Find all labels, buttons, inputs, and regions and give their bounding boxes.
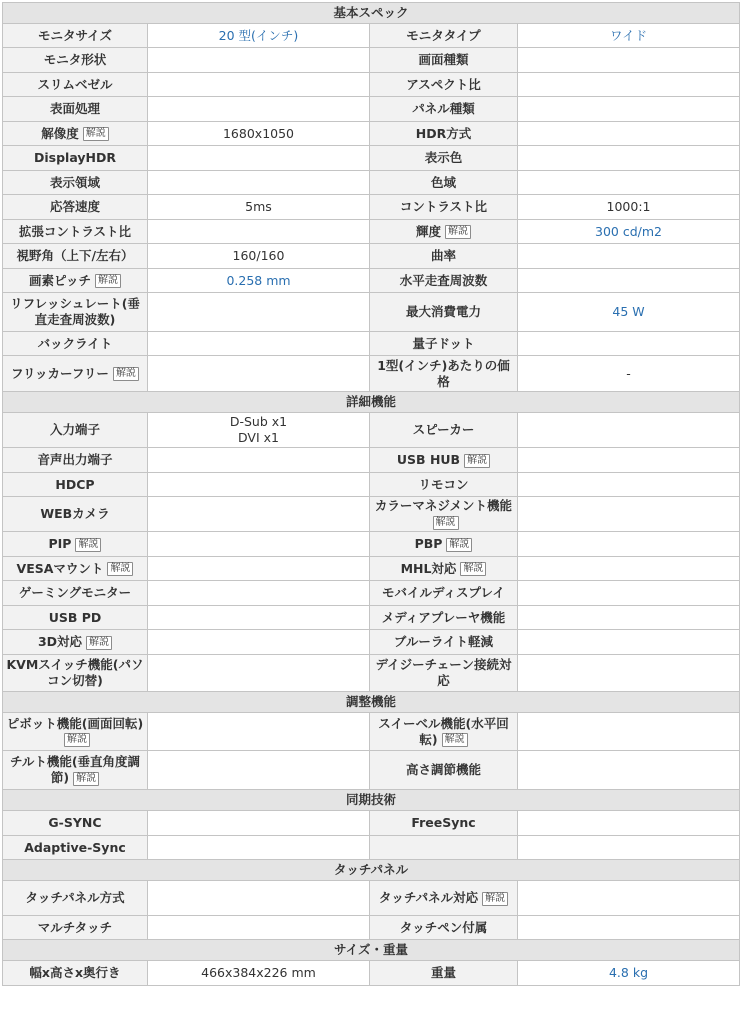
spec-value-cell <box>518 244 740 269</box>
spec-label-cell <box>3 171 148 195</box>
spec-label: 拡張コントラスト比 <box>18 223 132 239</box>
spec-row <box>3 171 740 195</box>
help-button[interactable]: 解説 <box>113 367 139 381</box>
spec-row <box>3 269 740 293</box>
help-button[interactable]: 解説 <box>73 772 99 786</box>
spec-value-cell <box>518 122 740 146</box>
spec-label-cell <box>3 751 148 790</box>
spec-value-cell <box>518 630 740 655</box>
spec-label-cell <box>3 24 148 48</box>
spec-value-cell <box>148 836 370 860</box>
spec-label-cell <box>370 293 518 332</box>
spec-label-cell <box>370 171 518 195</box>
section-title: 同期技術 <box>3 790 740 811</box>
spec-label: 画面種類 <box>418 52 469 67</box>
spec-label-cell <box>370 557 518 581</box>
spec-value-link[interactable]: 0.258 mm <box>226 272 291 288</box>
spec-label: ピボット機能(画面回転) <box>6 715 144 731</box>
spec-label-cell <box>370 220 518 244</box>
spec-row <box>3 655 740 692</box>
spec-row <box>3 881 740 916</box>
spec-label: PBP <box>414 536 443 551</box>
spec-label: KVMスイッチ機能(パソコン切替) <box>6 657 144 688</box>
spec-value-cell[interactable] <box>148 269 370 293</box>
spec-value: 466x384x226 mm <box>201 965 316 980</box>
spec-label: 幅x高さx奥行き <box>29 965 121 980</box>
spec-label: マルチタッチ <box>37 919 113 935</box>
spec-label: モバイルディスプレイ <box>382 585 505 600</box>
section-header-row <box>3 692 740 713</box>
spec-label: 視野角（上下/左右） <box>16 248 134 263</box>
spec-value-cell <box>148 73 370 97</box>
help-button[interactable]: 解説 <box>107 562 133 576</box>
spec-value-cell <box>518 97 740 122</box>
spec-value-link[interactable]: 45 W <box>612 304 645 319</box>
spec-value-link[interactable]: 300 cd/m2 <box>595 223 662 239</box>
spec-label-cell <box>3 97 148 122</box>
spec-label: 入力端子 <box>49 422 100 437</box>
spec-label: メディアプレーヤ機能 <box>381 609 506 625</box>
spec-label-cell <box>3 48 148 73</box>
spec-label-cell <box>370 836 518 860</box>
spec-label-cell <box>3 293 148 332</box>
spec-label-cell <box>370 630 518 655</box>
spec-value-cell <box>518 356 740 392</box>
spec-label-cell <box>3 655 148 692</box>
spec-label: 画素ピッチ <box>28 272 91 288</box>
spec-row <box>3 473 740 497</box>
spec-label: アスペクト比 <box>406 76 481 92</box>
spec-value-cell <box>518 171 740 195</box>
spec-value-cell <box>148 220 370 244</box>
spec-value-cell <box>148 48 370 73</box>
spec-value-link[interactable]: 4.8 kg <box>608 965 649 980</box>
spec-row <box>3 916 740 940</box>
spec-label-cell <box>370 146 518 171</box>
spec-label: 重量 <box>430 965 456 980</box>
spec-label-cell <box>370 356 518 392</box>
spec-row <box>3 97 740 122</box>
spec-label-cell <box>370 581 518 606</box>
spec-label-cell <box>3 195 148 220</box>
spec-label: HDCP <box>55 476 95 492</box>
spec-value-cell <box>148 811 370 836</box>
spec-label-cell <box>370 532 518 557</box>
spec-value-cell <box>518 413 740 448</box>
spec-value: DVI x1 <box>238 430 279 445</box>
spec-row <box>3 713 740 751</box>
spec-value-cell <box>148 630 370 655</box>
spec-label: タッチペン付属 <box>399 919 488 935</box>
spec-label: コントラスト比 <box>399 199 488 214</box>
spec-value-cell <box>148 751 370 790</box>
spec-label-cell <box>3 532 148 557</box>
spec-row <box>3 195 740 220</box>
spec-label-cell <box>3 836 148 860</box>
section-title: タッチパネル <box>3 860 740 881</box>
spec-label-cell <box>370 606 518 630</box>
spec-label: 色域 <box>430 174 456 190</box>
spec-value-cell <box>518 146 740 171</box>
spec-label-cell <box>3 811 148 836</box>
spec-value-cell <box>148 448 370 473</box>
spec-label-cell <box>370 497 518 532</box>
spec-value-cell[interactable] <box>518 24 740 48</box>
spec-label: 最大消費電力 <box>405 304 481 319</box>
spec-label: 表面処理 <box>49 101 100 116</box>
spec-label: リモコン <box>418 476 469 492</box>
spec-label-cell <box>370 122 518 146</box>
spec-value-cell <box>518 48 740 73</box>
spec-label-cell <box>3 916 148 940</box>
spec-label-cell <box>3 220 148 244</box>
spec-label: 量子ドット <box>412 335 475 351</box>
spec-label-cell <box>3 630 148 655</box>
spec-label: 輝度 <box>415 223 441 239</box>
spec-label-cell <box>3 448 148 473</box>
spec-value-cell <box>148 356 370 392</box>
spec-value-cell[interactable] <box>148 24 370 48</box>
section-header-row <box>3 392 740 413</box>
spec-row <box>3 606 740 630</box>
spec-label: PIP <box>48 536 72 551</box>
spec-label: 1型(インチ)あたりの価格 <box>377 357 510 389</box>
spec-label-cell <box>370 97 518 122</box>
spec-row <box>3 497 740 532</box>
spec-label: タッチパネル対応 <box>378 890 479 905</box>
spec-row <box>3 293 740 332</box>
help-button[interactable]: 解説 <box>64 733 90 747</box>
spec-value: - <box>626 365 631 381</box>
spec-value-cell <box>518 713 740 751</box>
spec-value-cell <box>148 244 370 269</box>
help-button[interactable]: 解説 <box>464 454 490 468</box>
spec-row <box>3 532 740 557</box>
spec-value-cell <box>148 961 370 986</box>
spec-row <box>3 557 740 581</box>
spec-label: ゲーミングモニター <box>18 585 132 600</box>
spec-value: 1000:1 <box>606 199 651 214</box>
spec-value-cell <box>518 497 740 532</box>
spec-row <box>3 122 740 146</box>
spec-label: バックライト <box>37 335 113 351</box>
spec-row <box>3 48 740 73</box>
spec-label: 音声出力端子 <box>37 452 113 467</box>
spec-label: モニタタイプ <box>406 27 481 43</box>
spec-label-cell <box>370 332 518 356</box>
spec-label-cell <box>370 751 518 790</box>
spec-label-cell <box>3 244 148 269</box>
spec-label-cell <box>370 73 518 97</box>
spec-label: FreeSync <box>411 815 476 830</box>
spec-value-cell <box>148 557 370 581</box>
spec-label-cell <box>370 881 518 916</box>
help-button[interactable]: 解説 <box>442 733 468 747</box>
spec-label-cell <box>3 122 148 146</box>
spec-label: モニタサイズ <box>37 27 112 43</box>
spec-label: スリムベゼル <box>37 76 113 92</box>
spec-label-cell <box>370 269 518 293</box>
spec-value-cell <box>518 269 740 293</box>
spec-value-cell <box>148 881 370 916</box>
spec-value-cell <box>518 332 740 356</box>
spec-value-cell <box>518 557 740 581</box>
spec-value-cell <box>518 448 740 473</box>
help-button[interactable]: 解説 <box>86 636 112 650</box>
spec-label: スイーベル機能(水平回転) <box>378 715 509 747</box>
spec-label-cell <box>370 961 518 986</box>
spec-row <box>3 356 740 392</box>
spec-label-cell <box>370 811 518 836</box>
spec-label: 曲率 <box>430 248 456 263</box>
spec-label-cell <box>370 24 518 48</box>
spec-value-link[interactable]: 20 型(インチ) <box>218 27 299 43</box>
spec-label: タッチパネル方式 <box>25 890 125 905</box>
spec-label-cell <box>370 244 518 269</box>
spec-row <box>3 220 740 244</box>
spec-label: フリッカーフリー <box>11 365 109 381</box>
spec-label: カラーマネジメント機能 <box>374 498 513 513</box>
spec-value-cell <box>148 413 370 448</box>
spec-label: ブルーライト軽減 <box>393 634 494 649</box>
spec-value-cell <box>518 606 740 630</box>
spec-row <box>3 146 740 171</box>
spec-label: G-SYNC <box>48 815 102 830</box>
help-button[interactable]: 解説 <box>83 127 109 141</box>
spec-label-cell <box>3 73 148 97</box>
spec-row <box>3 751 740 790</box>
spec-table <box>2 2 740 986</box>
spec-value-cell <box>148 122 370 146</box>
spec-value-cell <box>148 606 370 630</box>
help-button[interactable]: 解説 <box>482 892 508 906</box>
spec-label: WEBカメラ <box>40 506 110 521</box>
spec-value-cell <box>148 195 370 220</box>
spec-value-cell <box>148 497 370 532</box>
spec-label: モニタ形状 <box>43 52 107 67</box>
spec-row <box>3 630 740 655</box>
spec-value-cell <box>518 73 740 97</box>
spec-row <box>3 73 740 97</box>
spec-label-cell <box>370 195 518 220</box>
spec-value-cell <box>148 713 370 751</box>
spec-row <box>3 448 740 473</box>
spec-label-cell <box>3 961 148 986</box>
spec-label-cell <box>370 655 518 692</box>
spec-label: 高さ調節機能 <box>405 762 481 777</box>
section-header-row <box>3 940 740 961</box>
spec-label-cell <box>370 916 518 940</box>
spec-label-cell <box>3 146 148 171</box>
spec-label: DisplayHDR <box>34 150 116 165</box>
spec-label-cell <box>3 413 148 448</box>
spec-value-cell <box>518 916 740 940</box>
spec-value-cell <box>518 836 740 860</box>
spec-label-cell <box>3 606 148 630</box>
help-button[interactable]: 解説 <box>446 538 472 552</box>
help-button[interactable]: 解説 <box>433 516 459 530</box>
spec-value-cell <box>518 532 740 557</box>
spec-row <box>3 244 740 269</box>
spec-label: 表示領域 <box>49 174 100 190</box>
spec-row <box>3 961 740 986</box>
spec-value-cell <box>148 916 370 940</box>
spec-row <box>3 811 740 836</box>
spec-label: USB PD <box>48 609 102 625</box>
section-title: サイズ・重量 <box>3 940 740 961</box>
spec-value-cell <box>148 581 370 606</box>
spec-value-cell <box>518 751 740 790</box>
spec-value-cell <box>518 473 740 497</box>
spec-label-cell <box>370 448 518 473</box>
spec-table-body <box>3 3 740 986</box>
spec-value-cell <box>148 655 370 692</box>
section-header-row <box>3 3 740 24</box>
spec-value: 1680x1050 <box>222 125 295 141</box>
section-title: 詳細機能 <box>3 392 740 413</box>
spec-label-cell <box>370 473 518 497</box>
spec-value-cell <box>148 293 370 332</box>
spec-row <box>3 24 740 48</box>
help-button[interactable]: 解説 <box>460 562 486 576</box>
spec-row <box>3 413 740 448</box>
spec-label: スピーカー <box>412 422 475 437</box>
spec-label: チルト機能(垂直角度調節) <box>9 754 141 785</box>
spec-value-link[interactable]: ワイド <box>609 27 648 43</box>
spec-value-cell <box>148 97 370 122</box>
spec-label: 解像度 <box>41 125 79 141</box>
spec-label-cell <box>3 557 148 581</box>
section-header-row <box>3 790 740 811</box>
spec-label-cell <box>3 269 148 293</box>
help-button[interactable]: 解説 <box>75 538 101 552</box>
spec-value-cell[interactable] <box>518 293 740 332</box>
spec-label: デイジーチェーン接続対応 <box>375 657 512 688</box>
spec-label: Adaptive-Sync <box>24 839 126 855</box>
spec-value-cell <box>148 532 370 557</box>
spec-row <box>3 836 740 860</box>
spec-label: HDR方式 <box>415 125 472 141</box>
spec-label-cell <box>3 581 148 606</box>
spec-label: 3D対応 <box>37 634 83 649</box>
spec-label-cell <box>370 413 518 448</box>
spec-label: パネル種類 <box>412 101 475 116</box>
spec-value-cell <box>518 195 740 220</box>
spec-label-cell <box>3 497 148 532</box>
spec-value-cell <box>518 581 740 606</box>
spec-label: 応答速度 <box>49 199 100 214</box>
spec-value-cell <box>148 146 370 171</box>
spec-label-cell <box>370 713 518 751</box>
spec-value-cell <box>518 811 740 836</box>
spec-row <box>3 332 740 356</box>
spec-row <box>3 581 740 606</box>
spec-value: 5ms <box>245 199 272 214</box>
spec-value-cell[interactable] <box>518 220 740 244</box>
spec-label-cell <box>3 713 148 751</box>
spec-label: MHL対応 <box>400 560 457 576</box>
help-button[interactable]: 解説 <box>445 225 471 239</box>
spec-value: 160/160 <box>232 248 285 263</box>
spec-label-cell <box>3 473 148 497</box>
spec-value-cell <box>148 332 370 356</box>
spec-label-cell <box>370 48 518 73</box>
section-header-row <box>3 860 740 881</box>
spec-label: リフレッシュレート(垂直走査周波数) <box>10 296 140 327</box>
spec-value-cell <box>148 171 370 195</box>
spec-value: D-Sub x1 <box>229 414 288 429</box>
spec-label: 水平走査周波数 <box>399 272 488 288</box>
spec-value-cell[interactable] <box>518 961 740 986</box>
help-button[interactable]: 解説 <box>95 274 121 288</box>
spec-label-cell <box>3 881 148 916</box>
spec-value-cell <box>148 473 370 497</box>
spec-label: VESAマウント <box>16 560 104 576</box>
section-title: 基本スペック <box>3 3 740 24</box>
spec-value-cell <box>518 655 740 692</box>
section-title: 調整機能 <box>3 692 740 713</box>
spec-label: 表示色 <box>424 150 463 165</box>
spec-label-cell <box>3 356 148 392</box>
spec-label: USB HUB <box>396 452 461 467</box>
spec-label-cell <box>3 332 148 356</box>
spec-value-cell <box>518 881 740 916</box>
